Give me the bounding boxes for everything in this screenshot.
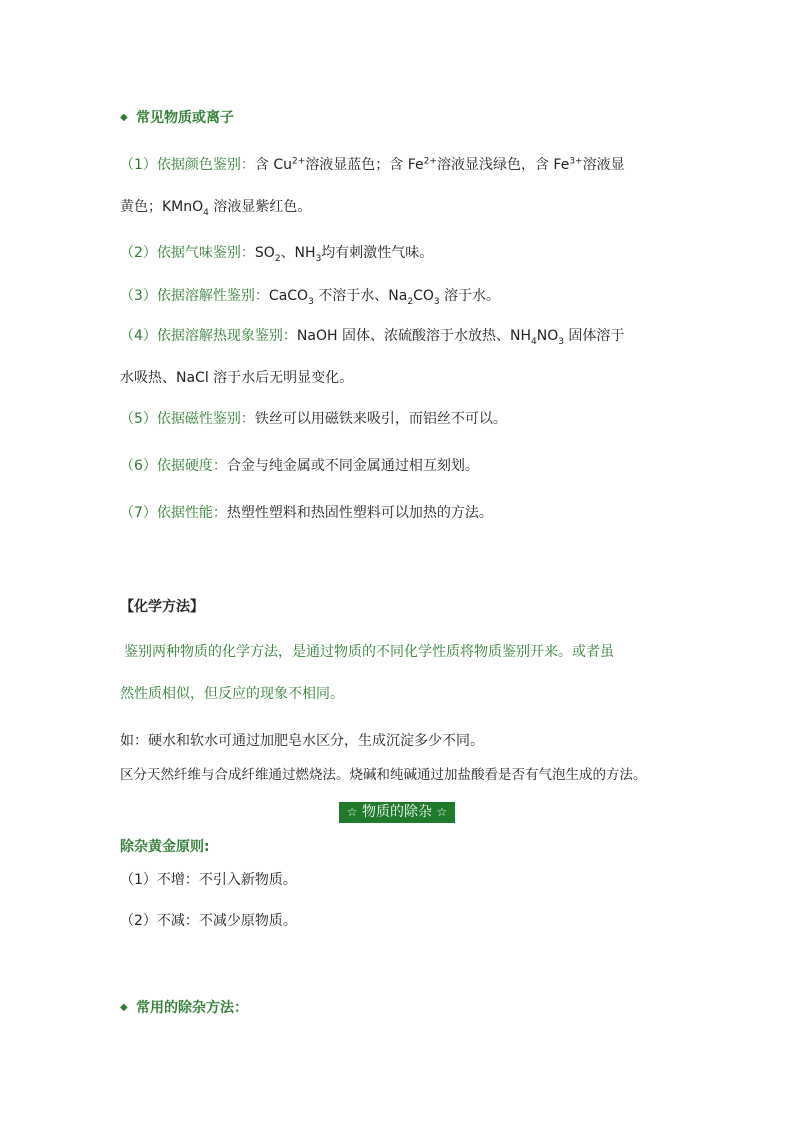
chem-method-heading: 【化学方法】 [120, 599, 204, 615]
section-heading-text: 常用的除杂方法： [136, 1000, 248, 1016]
item-performance [120, 503, 493, 523]
star-icon: ☆ [436, 805, 448, 819]
superscript: 3+ [569, 156, 583, 167]
item-text: CO [413, 288, 434, 304]
item-label: （5）依据磁性鉴别： [120, 411, 255, 427]
section-heading-text: 常见物质或离子 [136, 110, 234, 126]
item-text: 溶液显 [582, 157, 625, 173]
subscript: 2 [407, 296, 414, 307]
subscript: 4 [530, 336, 537, 347]
item-solubility [120, 286, 500, 306]
removal-principles-heading: 除杂黄金原则: [120, 839, 210, 855]
superscript: 2+ [292, 156, 306, 167]
item-text: 热塑性塑料和热固性塑料可以加热的方法。 [226, 505, 493, 521]
item-label: （4）依据溶解热现象鉴别： [120, 328, 297, 344]
subscript: 3 [308, 296, 314, 307]
chem-method-para-line1: 鉴别两种物质的化学方法，是通过物质的不同化学性质将物质鉴别开来。或者虽 [124, 644, 614, 660]
diamond-icon: ◆ [120, 1002, 128, 1013]
item-dissolution-heat-line2 [120, 368, 353, 388]
superscript: 2+ [423, 156, 437, 167]
item-color-line2 [120, 197, 311, 217]
item-text: CaCO [268, 288, 309, 304]
subscript: 2 [274, 253, 281, 264]
subscript: 4 [203, 207, 209, 218]
item-text: 溶液显紫红色。 [208, 199, 312, 215]
item-label: （3）依据溶解性鉴别： [120, 288, 269, 304]
item-text: SO [254, 245, 275, 261]
item-label: （1）依据颜色鉴别： [120, 157, 255, 173]
star-icon: ☆ [346, 805, 358, 819]
item-label: （2）依据气味鉴别： [120, 245, 255, 261]
item-text: 、NH [280, 245, 316, 261]
item-hardness [120, 456, 479, 476]
impurity-removal-banner [339, 802, 455, 823]
item-text: 固体溶于 [563, 328, 625, 344]
item-text: NO [536, 328, 559, 344]
item-text: 黄色；KMnO [120, 199, 204, 215]
subscript: 3 [315, 253, 322, 264]
item-text: 合金与纯金属或不同金属通过相互刻划。 [226, 458, 479, 474]
item-text: 均有刺激性气味。 [321, 245, 434, 261]
subscript: 3 [558, 336, 564, 347]
section-heading-removal-methods [120, 998, 248, 1018]
item-text: 溶液显蓝色；含 Fe [305, 157, 424, 173]
diamond-icon: ◆ [120, 112, 128, 123]
item-text: 铁丝可以用磁铁来吸引，而铝丝不可以。 [254, 411, 507, 427]
item-label: （6）依据硬度： [120, 458, 227, 474]
principle-no-reduce: （2）不减：不减少原物质。 [120, 913, 297, 929]
example-hard-soft-water: 如：硬水和软水可通过加肥皂水区分，生成沉淀多少不同。 [120, 733, 484, 749]
item-text: 溶于水。 [439, 288, 501, 304]
item-label: （7）依据性能： [120, 505, 227, 521]
item-dissolution-heat-line1 [120, 326, 624, 346]
principle-no-add: （1）不增：不引入新物质。 [120, 872, 297, 888]
banner-title: 物质的除杂 [362, 804, 432, 820]
item-magnetism [120, 409, 507, 429]
item-text: 含 Cu [254, 157, 293, 173]
section-heading-common-substances [120, 108, 234, 128]
item-text: 溶液显浅绿色，含 Fe [436, 157, 570, 173]
item-text: 不溶于水、Na [313, 288, 408, 304]
chem-method-para-line2: 然性质相似，但反应的现象不相同。 [120, 686, 344, 702]
item-text: 水吸热、NaCl 溶于水后无明显变化。 [120, 370, 354, 386]
item-color-line1 [120, 155, 625, 175]
subscript: 3 [433, 296, 440, 307]
item-smell [120, 243, 433, 263]
item-text: NaOH 固体、浓硫酸溶于水放热、NH [296, 328, 531, 344]
example-fibers-alkali: 区分天然纤维与合成纤维通过燃烧法。烧碱和纯碱通过加盐酸看是否有气泡生成的方法。 [120, 767, 647, 783]
